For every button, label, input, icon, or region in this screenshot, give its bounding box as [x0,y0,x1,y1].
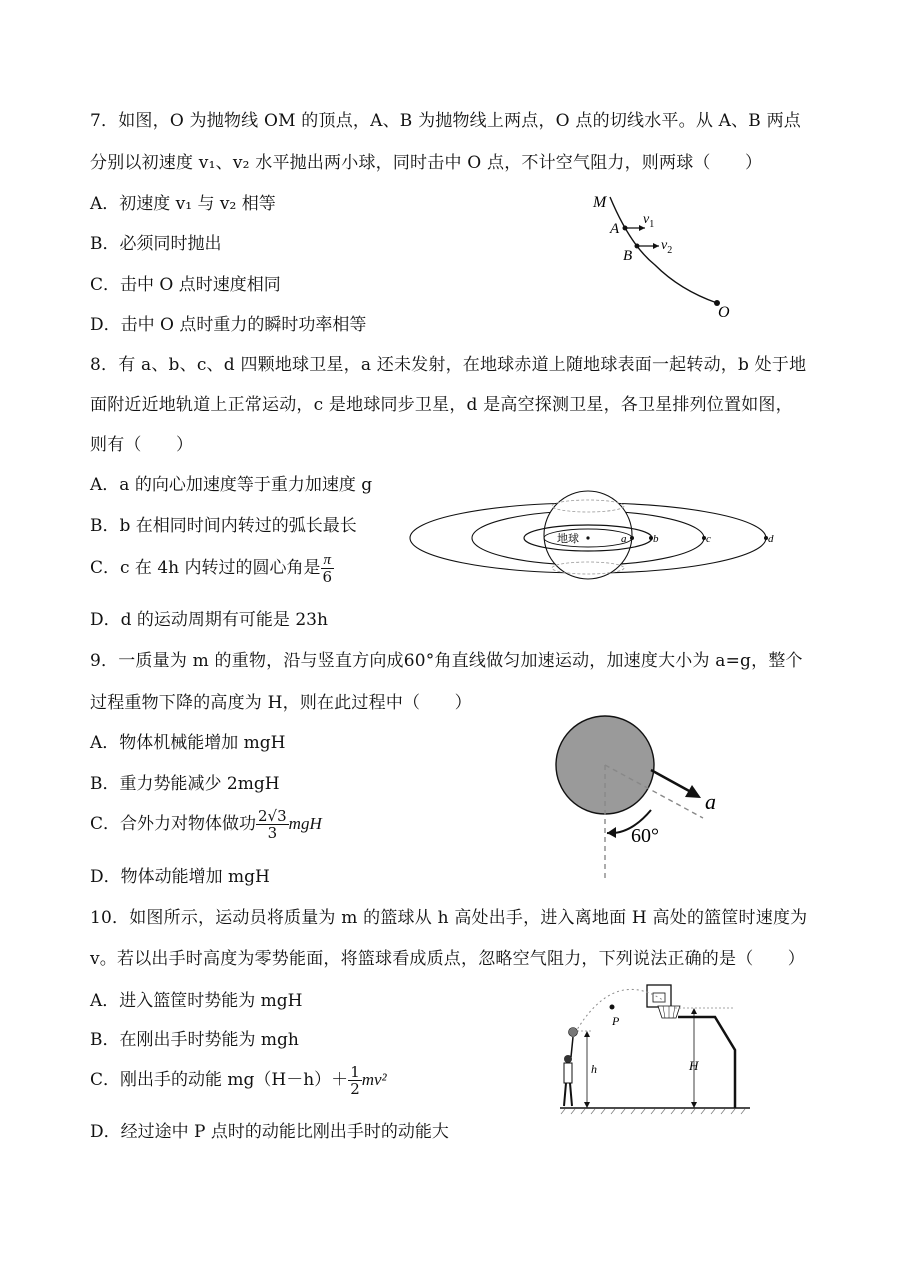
label-angle: 60° [631,825,659,847]
label-sat-a: a [621,533,627,545]
label-sat-d: d [768,533,774,545]
q10-option-d: D．经过途中 P 点时的动能比刚出手时的动能大 [90,1122,449,1142]
label-v1: $v_1$ [643,212,655,230]
q7-option-a: A．初速度 v₁ 与 v₂ 相等 [90,194,276,214]
backboard [647,985,671,1007]
fraction-one-half: $\frac{1}{2}$ [350,1063,360,1098]
q8-stem-line2: 面附近近地轨道上正常运动，c 是地球同步卫星，d 是高空探测卫星，各卫星排列位置如图， [90,395,793,415]
q7-parabola-figure [585,185,745,325]
label-H: H [689,1058,699,1073]
sat-a [630,536,634,540]
label-sat-c: c [706,533,711,545]
point-p [610,1005,615,1010]
q10-stem-line1: 10．如图所示，运动员将质量为 m 的篮球从 h 高处出手，进入离地面 H 高处的篮筐时速度为 [90,908,808,928]
q9-weight-figure [555,715,735,880]
label-a: A [610,221,620,237]
label-v2: $v_2$ [661,238,673,256]
label-o: O [718,304,730,321]
q8-stem-line1: 8．有 a、b、c、d 四颗地球卫星，a 还未发射，在地球赤道上随地球表面一起转动，b 处于地 [90,355,807,375]
q10-option-c: C．刚出手的动能 mg（H－h）＋ $\frac{1}{2}$ mv² [90,1063,387,1098]
q10-option-a: A．进入篮筐时势能为 mgH [90,991,303,1011]
q7-stem-line1: 7．如图，O 为抛物线 OM 的顶点，A、B 为抛物线上两点，O 点的切线水平。从 A、B 两点 [90,111,801,131]
q8-option-d: D．d 的运动周期有可能是 23h [90,610,328,630]
label-earth: 地球 [557,533,579,545]
q8-option-c: C．c 在 4h 内转过的圆心角是 $\frac{\pi}{6}$ [90,552,333,586]
q8-option-a: A．a 的向心加速度等于重力加速度 g [90,475,373,495]
label-h: h [591,1062,597,1076]
fraction-pi-over-6: $\frac{\pi}{6}$ [322,552,333,586]
player-figure [564,1028,578,1107]
q9-stem-line2: 过程重物下降的高度为 H，则在此过程中（ ） [90,693,472,713]
q10-basketball-figure [555,975,755,1120]
q7-stem-line2: 分别以初速度 v₁、v₂ 水平抛出两小球，同时击中 O 点，不计空气阻力，则两球（ ） [90,153,763,173]
label-m: M [593,194,607,211]
q8-orbit-figure [405,488,785,588]
q9-option-c: C．合外力对物体做功 $\frac{2√3}{3}$ mgH [90,807,322,842]
q7-option-d: D．击中 O 点时重力的瞬时功率相等 [90,315,367,335]
basketball [569,1028,578,1037]
q9-option-d: D．物体动能增加 mgH [90,867,270,887]
q10-stem-line2: v。若以出手时高度为零势能面，将篮球看成质点，忽略空气阻力，下列说法正确的是（ ） [90,949,806,969]
hoop-pole [678,1017,735,1108]
q7-option-b: B．必须同时抛出 [90,234,222,254]
q10-option-b: B．在刚出手时势能为 mgh [90,1030,299,1050]
q7-option-c: C．击中 O 点时速度相同 [90,275,281,295]
q9-option-a: A．物体机械能增加 mgH [90,733,286,753]
acceleration-arrow [651,770,691,792]
label-p: P [612,1014,620,1028]
label-a: a [705,789,716,814]
q8-option-b: B．b 在相同时间内转过的弧长最长 [90,516,357,536]
q9-option-b: B．重力势能减少 2mgH [90,774,280,794]
label-b: B [623,248,633,264]
label-sat-b: b [653,533,659,545]
q9-stem-line1: 9．一质量为 m 的重物，沿与竖直方向成60°角直线做匀加速运动，加速度大小为 a=g，整个 [90,651,803,671]
q8-stem-line3: 则有（ ） [90,435,194,455]
fraction-2root3-over-3: $\frac{2√3}{3}$ [258,807,287,842]
